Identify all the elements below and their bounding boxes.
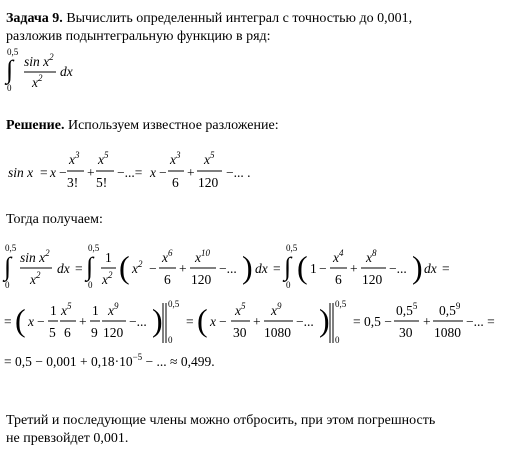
svg-text:+: + <box>350 261 358 276</box>
svg-text:(: ( <box>297 249 308 285</box>
svg-text:): ) <box>242 249 253 285</box>
svg-text:x5: $x^5$ <box>235 301 246 318</box>
svg-text:−...: −... <box>389 261 407 276</box>
svg-text:sin x2: $\sin x^2$ <box>20 248 50 265</box>
svg-text:+: + <box>423 314 431 329</box>
svg-text:∫₀^0,5 sin x²/x² dx = ∫₀^0,5 1: ∫₀^0,5 sin x²/x² dx = ∫₀^0,5 1/x² (x² − x⁶/6 + x¹⁰/120 − ...) dx = ∫₀^0,5 (1 − x⁴/6 + x⁸/120 − ...) dx = <box>2 242 41 243</box>
svg-text:(: ( <box>119 249 130 285</box>
svg-text:1080: 1080 <box>264 325 291 340</box>
svg-text:=: = <box>4 314 12 329</box>
svg-text:−: − <box>319 261 327 276</box>
svg-text:x5: $x^5$ <box>204 150 215 167</box>
dx-symbol: dx <box>60 64 73 79</box>
svg-text:120: 120 <box>103 325 124 340</box>
svg-text:−: − <box>149 261 157 276</box>
svg-text:+: + <box>79 314 87 329</box>
svg-text:x3: $x^3$ <box>69 150 80 167</box>
svg-text:+: + <box>253 314 261 329</box>
svg-text:6: 6 <box>172 175 179 190</box>
svg-text:120: 120 <box>191 272 212 287</box>
integrand-denominator: $x^2$ <box>32 73 43 90</box>
task-label: Задача 9. <box>6 11 63 26</box>
svg-text:−... =: −... = <box>466 314 495 329</box>
then-text: Тогда получаем: <box>6 212 103 227</box>
svg-text:0,5: 0,5 <box>286 243 298 253</box>
integrand-numerator: $\sin x^2$ <box>24 52 54 69</box>
svg-text:∫: ∫ <box>284 252 292 281</box>
svg-text:x4: $x^4$ <box>333 248 344 265</box>
svg-text:3!: 3! <box>67 175 79 190</box>
svg-text:∫: ∫ <box>86 252 94 281</box>
svg-text:=: = <box>273 261 281 276</box>
svg-text:6: 6 <box>335 272 342 287</box>
step3-formula <box>2 350 302 374</box>
svg-text:sin x: sin x <box>8 165 34 180</box>
svg-text:120: 120 <box>198 175 219 190</box>
svg-text:0: 0 <box>88 280 93 290</box>
integral-sign: ∫ <box>6 55 14 84</box>
svg-text:x8: $x^8$ <box>366 248 377 265</box>
conclusion-line-2: не превзойдет 0,001. <box>6 431 129 446</box>
svg-text:= 0,5 − 0,001 + 0,18·10−5 − ..: = $0,5 - 0,001 + 0,18\cdot 10^{-5}$ − ... ≈ 0,499. <box>4 352 215 369</box>
svg-text:−...: −... <box>219 261 237 276</box>
svg-text:0,59: $0,5^9$ <box>439 301 461 318</box>
step1-formula <box>2 242 502 294</box>
svg-text:1: 1 <box>310 261 317 276</box>
svg-text:= (x − 1/5·x⁵/6 + 1/9·x⁹/120 −: = (x − 1/5·x⁵/6 + 1/9·x⁹/120 − ...)|₀^0,5 = (x − x⁵/30 + x⁹/1080 − ...)|₀^0,5 = 0,5 − 0,5⁵/30 + 0,5⁹/1080 − ... = <box>2 295 46 296</box>
svg-text:+: + <box>179 261 187 276</box>
svg-text:0: 0 <box>286 280 291 290</box>
svg-text:5!: 5! <box>96 175 108 190</box>
svg-text:−... .: −... . <box>226 165 251 180</box>
integral-upper-limit: 0,5 <box>7 48 19 57</box>
svg-text:x3: $x^3$ <box>170 150 181 167</box>
svg-text:1: 1 <box>92 303 99 318</box>
svg-text:−...: −... <box>129 314 147 329</box>
svg-text:): ) <box>319 302 330 338</box>
svg-text:x5: $x^5$ <box>98 150 109 167</box>
svg-text:dx: dx <box>57 261 70 276</box>
svg-text:6: 6 <box>64 325 71 340</box>
svg-text:0: 0 <box>335 335 340 345</box>
svg-text:x9: $x^9$ <box>271 301 282 318</box>
svg-text:+: + <box>187 165 195 180</box>
task-line-1 <box>6 10 412 27</box>
svg-text:−: − <box>59 165 67 180</box>
svg-text:sin x = x − x³/3! + x⁵/5! − ..: sin x = x − x³/3! + x⁵/5! − ... = x − x³/6 + x⁵/120 − ... . <box>4 150 26 151</box>
svg-text:): ) <box>152 302 163 338</box>
svg-text:x: x <box>50 165 56 180</box>
svg-text:(: ( <box>15 302 26 338</box>
svg-text:∫: ∫ <box>4 252 12 281</box>
solution-text: Используем известное разложение: <box>64 118 279 133</box>
svg-text:−: − <box>219 314 227 329</box>
svg-text:−...: −... <box>296 314 314 329</box>
svg-text:9: 9 <box>91 325 98 340</box>
conclusion-line-1: Третий и последующие члены можно отбросить, при этом погрешность <box>6 413 436 428</box>
svg-text:dx: dx <box>255 261 268 276</box>
svg-text:−: − <box>37 314 45 329</box>
svg-text:x: x <box>150 165 156 180</box>
svg-text:5: 5 <box>49 325 56 340</box>
svg-text:x2: $x^2$ <box>132 259 143 276</box>
svg-text:=: = <box>75 261 83 276</box>
svg-text:30: 30 <box>399 325 413 340</box>
sin-expansion-formula <box>4 150 304 198</box>
svg-text:x9: $x^9$ <box>108 301 119 318</box>
svg-text:6: 6 <box>164 272 171 287</box>
svg-text:=: = <box>40 165 48 180</box>
svg-text:x: x <box>210 314 216 329</box>
svg-text:= 0,5 − 0,001 + 0,18·10⁻⁵ − ..: = 0,5 − 0,001 + 0,18·10⁻⁵ − ... ≈ 0,499. <box>2 350 18 351</box>
svg-text:0,5: 0,5 <box>88 243 100 253</box>
svg-text:30: 30 <box>233 325 247 340</box>
step2-formula <box>2 295 502 351</box>
task-text-1: Вычислить определенный интеграл с точностью до 0,001, <box>62 11 413 26</box>
svg-text:0,5: 0,5 <box>5 243 17 253</box>
svg-text:1: 1 <box>105 250 112 265</box>
svg-text:x6: $x^6$ <box>162 248 173 265</box>
svg-text:1: 1 <box>50 303 57 318</box>
svg-text:0,5: 0,5 <box>335 299 347 309</box>
svg-text:0,55: $0,5^5$ <box>396 301 418 318</box>
svg-text:+: + <box>87 165 95 180</box>
svg-text:x10: $x^{10}$ <box>195 248 210 265</box>
svg-text:= 0,5 −: = 0,5 − <box>353 314 392 329</box>
integral-lower-limit: 0 <box>7 83 12 93</box>
svg-text:120: 120 <box>362 272 383 287</box>
svg-text:=: = <box>442 261 450 276</box>
svg-text:0,5: 0,5 <box>168 299 180 309</box>
task-line-2: разложив подынтегральную функцию в ряд: <box>6 29 271 44</box>
solution-line <box>6 117 279 134</box>
svg-text:−: − <box>159 165 167 180</box>
svg-text:x2: $x^2$ <box>30 270 41 287</box>
svg-text:−...=: −...= <box>117 165 143 180</box>
solution-label: Решение. <box>6 118 65 133</box>
svg-text:x2: $x^2$ <box>102 270 113 287</box>
svg-text:0: 0 <box>5 280 10 290</box>
svg-text:(: ( <box>197 302 208 338</box>
svg-text:x: x <box>28 314 34 329</box>
svg-text:=: = <box>186 314 194 329</box>
svg-text:x5: $x^5$ <box>61 301 72 318</box>
svg-text:dx: dx <box>424 261 437 276</box>
svg-text:1080: 1080 <box>434 325 461 340</box>
task-integral <box>4 48 94 96</box>
svg-text:0: 0 <box>168 335 173 345</box>
svg-text:): ) <box>412 249 423 285</box>
